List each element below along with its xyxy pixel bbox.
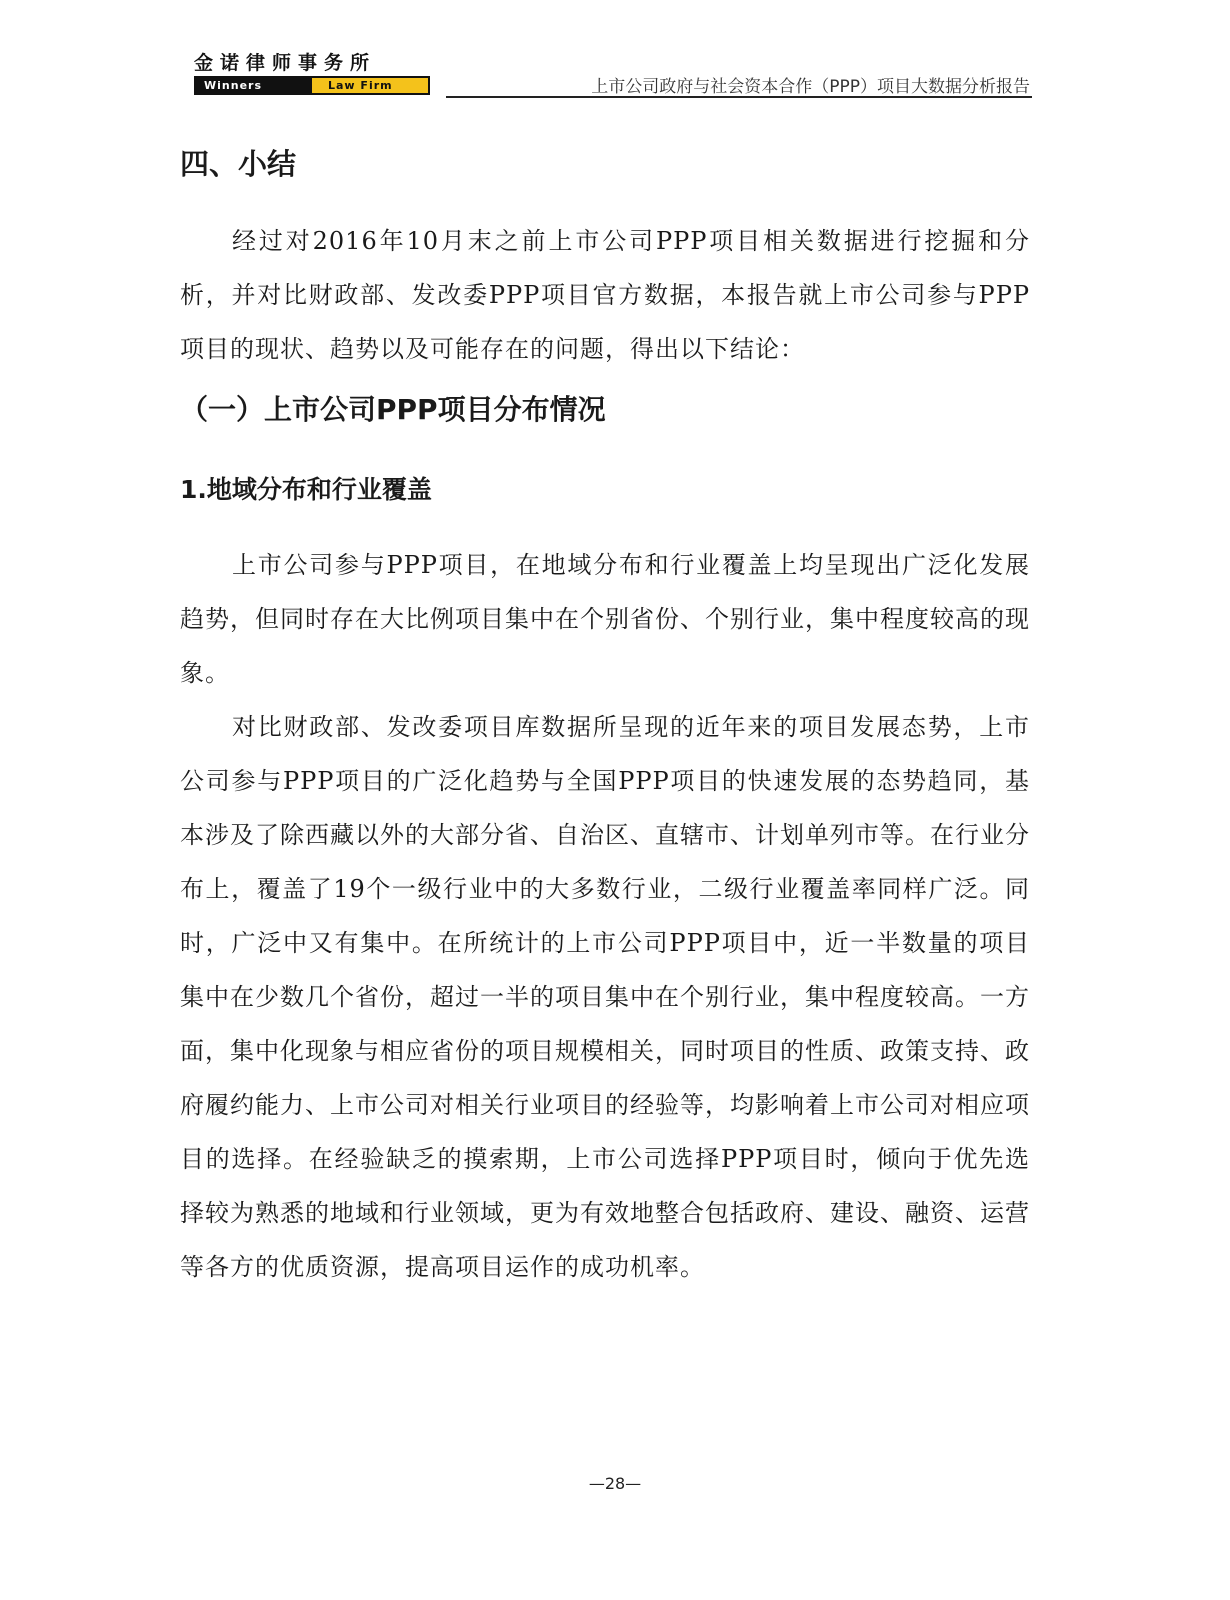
firm-logo	[194, 52, 430, 95]
page-number: —28—	[588, 1474, 642, 1493]
section-title: 四、小结	[180, 147, 297, 181]
logo-chinese-name: 金诺律师事务所	[194, 52, 377, 74]
logo-english-bar	[194, 76, 430, 95]
subheading-regional-distribution: 1.地域分布和行业覆盖	[180, 475, 432, 504]
page-body	[180, 142, 1030, 1294]
intro-paragraph: 经过对2016年10月末之前上市公司PPP项目相关数据进行挖掘和分析，并对比财政部、发改委PPP项目官方数据，本报告就上市公司参与PPP项目的现状、趋势以及可能存在的问题，得出以下结论：	[180, 227, 1030, 363]
running-header-title: 上市公司政府与社会资本合作（PPP）项目大数据分析报告	[591, 77, 1030, 97]
paragraph-2: 对比财政部、发改委项目库数据所呈现的近年来的项目发展态势，上市公司参与PPP项目的广泛化趋势与全国PPP项目的快速发展的态势趋同，基本涉及了除西藏以外的大部分省、自治区、直辖市、计划单列市等。在行业分布上，覆盖了19个一级行业中的大多数行业，二级行业覆盖率同样广泛。同时，广泛中又有集中。在所统计的上市公司PPP项目中，近一半数量的项目集中在少数几个省份，超过一半的项目集中在个别行业，集中程度较高。一方面，集中化现象与相应省份的项目规模相关，同时项目的性质、政策支持、政府履约能力、上市公司对相关行业项目的经验等，均影响着上市公司对相应项目的选择。在经验缺乏的摸索期，上市公司选择PPP项目时，倾向于优先选择较为熟悉的地域和行业领域，更为有效地整合包括政府、建设、融资、运营等各方的优质资源，提高项目运作的成功机率。	[180, 713, 1030, 1281]
paragraph-1: 上市公司参与PPP项目，在地域分布和行业覆盖上均呈现出广泛化发展趋势，但同时存在大比例项目集中在个别省份、个别行业，集中程度较高的现象。	[180, 551, 1030, 687]
subsection-title: （一）上市公司PPP项目分布情况	[180, 393, 606, 426]
logo-english-left: Winners	[196, 78, 312, 93]
logo-english-right: Law Firm	[312, 78, 428, 93]
header-divider	[446, 96, 1032, 98]
